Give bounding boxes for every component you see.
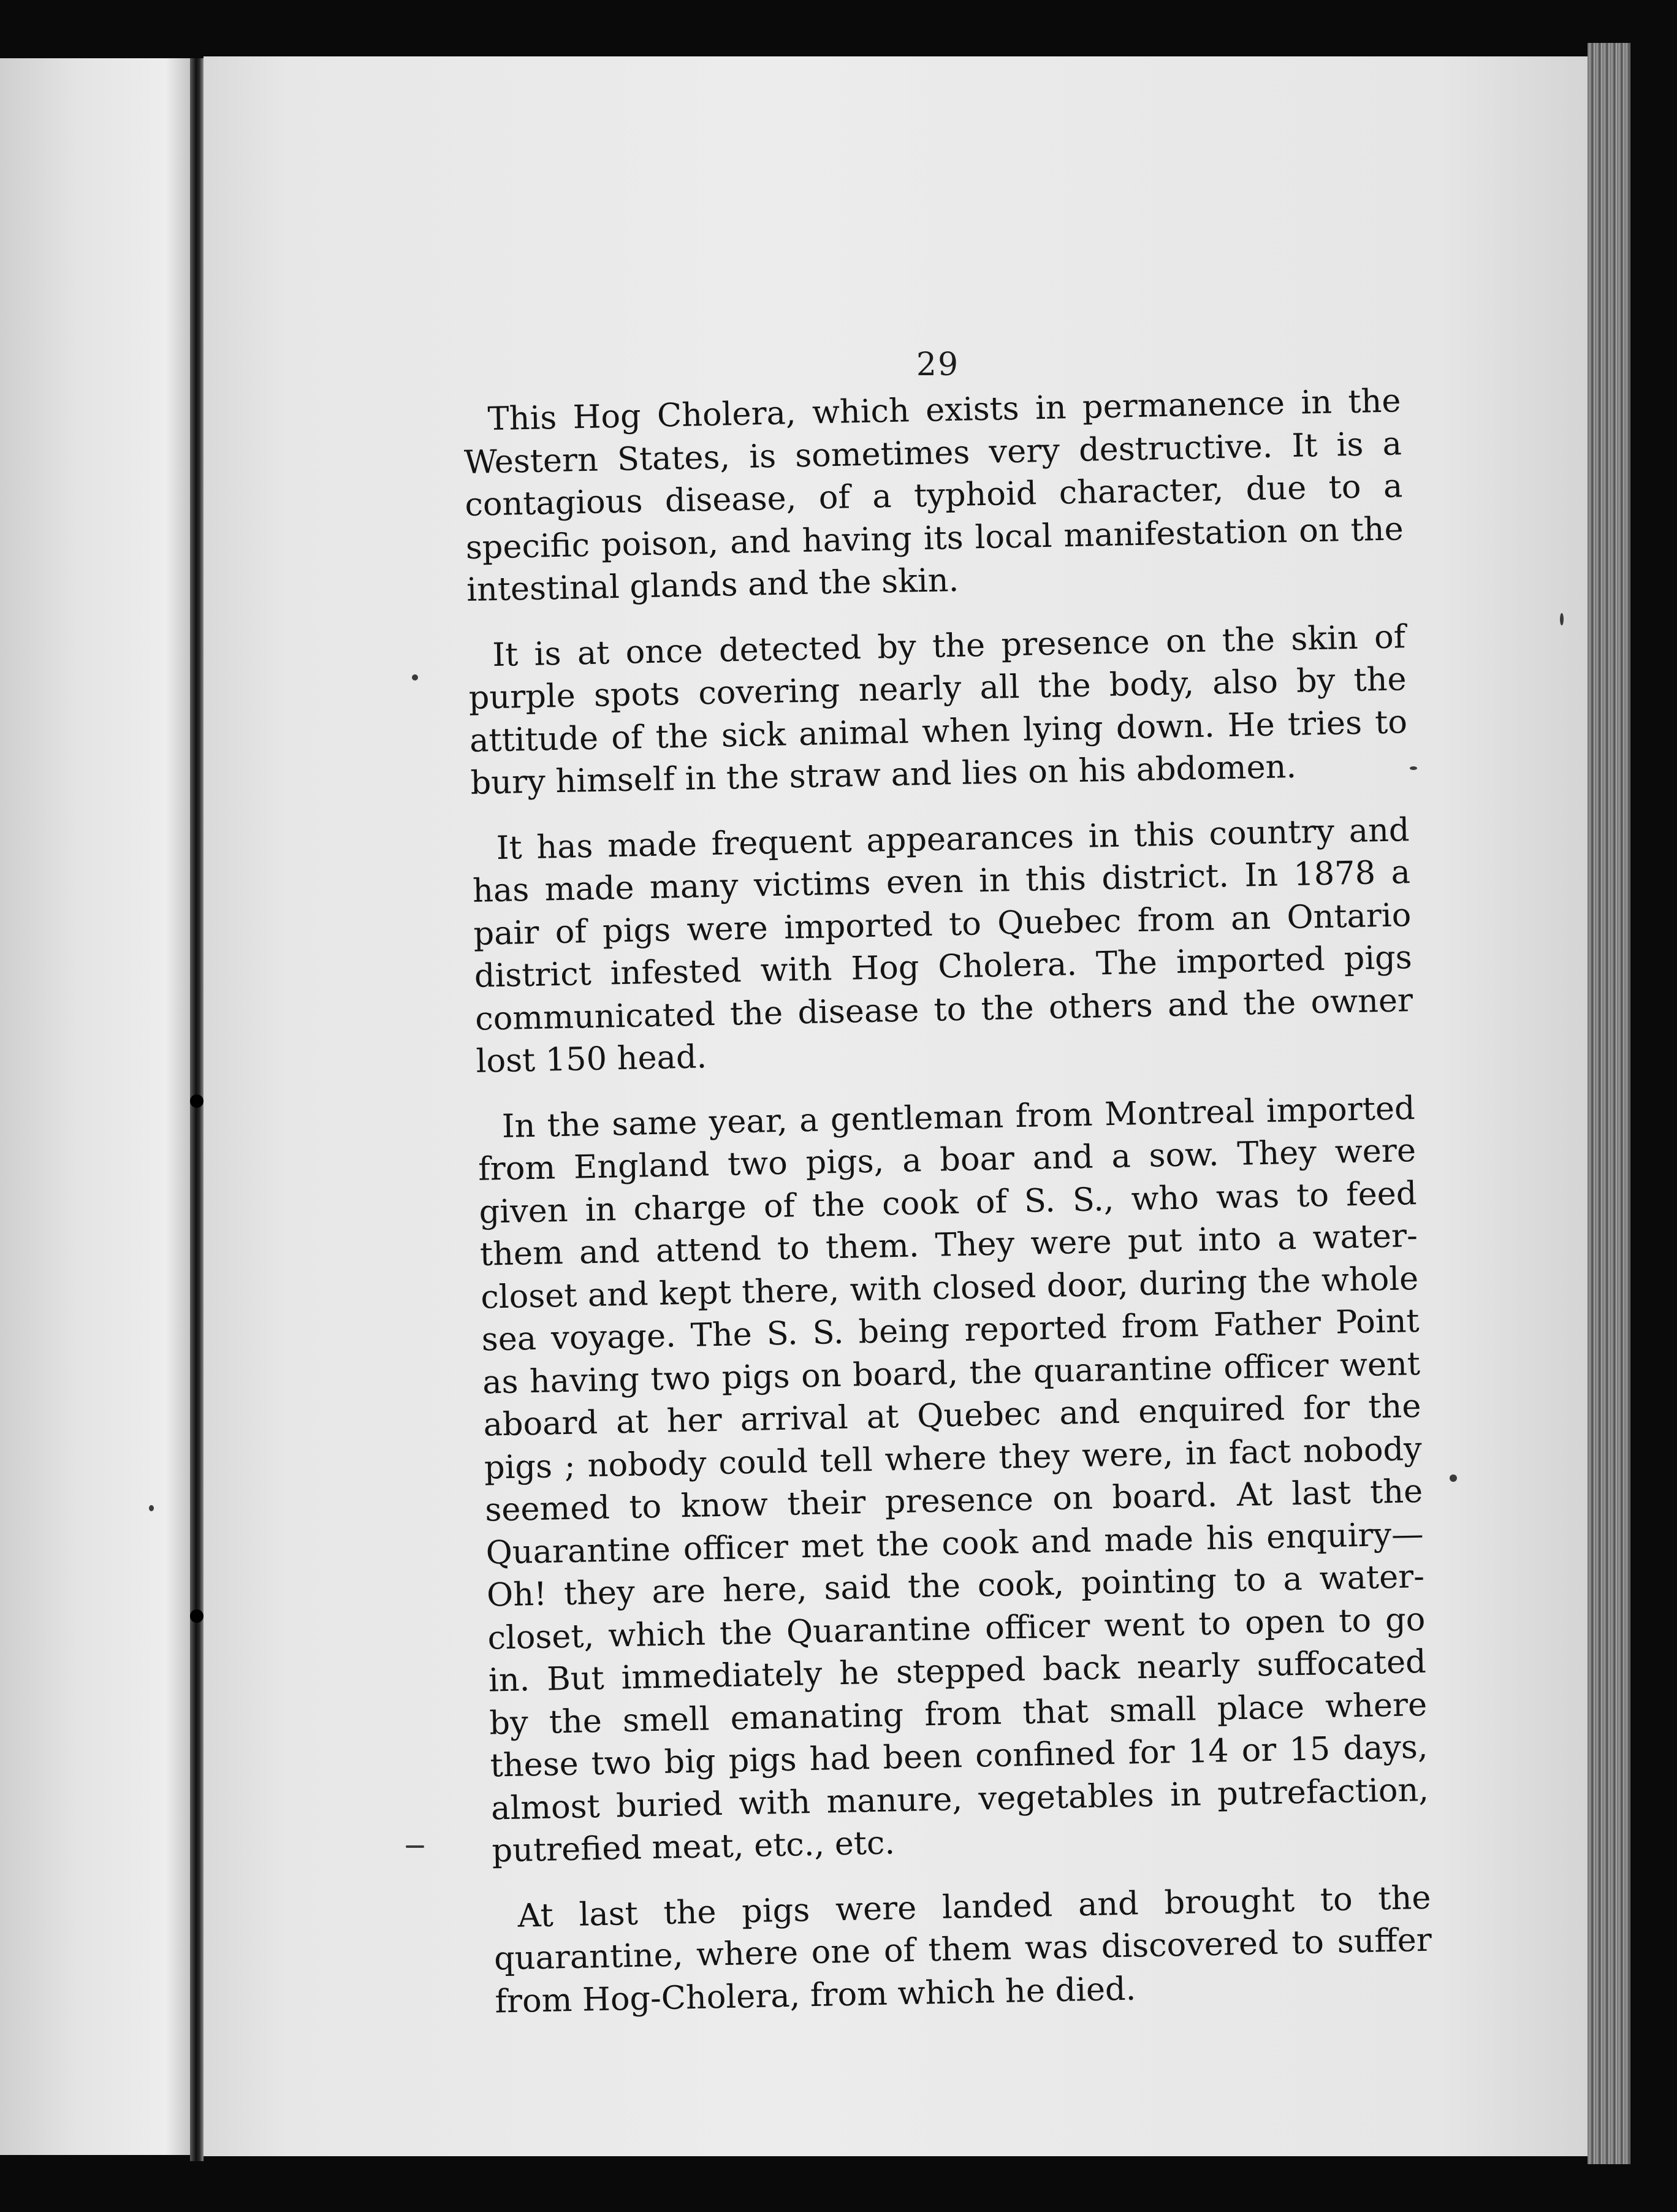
page-number: 29 [916, 346, 960, 383]
paragraph [477, 1087, 1430, 1872]
dust-speck [406, 1845, 424, 1848]
paragraph-text: In the same year, a gentleman from Montreal imported from England two pigs, a boar and a sow. They were given in charge of the cook of S. S., who was to feed them and attend to them. They were put into a water-closet and kept there, with closed door, during the whole sea voyage. The S. S. being reported from Father Point as having two pigs on board, the quarantine officer went aboard at her arrival at Quebec and enquired for the pigs ; nobody could tell where they were, in fact nobody seemed to know their presence on board. At last the Quarantine officer met the cook and made his enquiry—Oh! they are here, said the cook, pointing to a water-closet, which the Quarantine officer went to open to go in. But immediately he stepped back nearly suffocated by the smell emanating from that small place where these two big pigs had been confined for 14 or 15 days, almost buried with manure, vegetables in putrefaction, putrefied meat, etc., etc. [477, 1089, 1429, 1870]
dust-speck [1410, 766, 1417, 770]
dust-speck [412, 674, 418, 681]
paragraph [471, 809, 1414, 1083]
paragraph-text: At last the pigs were landed and brought to the quarantine, where one of them was discovered to suffer from Hog-Cholera, from which he died. [493, 1878, 1432, 2020]
paragraph [468, 616, 1409, 805]
paragraph-text: It is at once detected by the presence on the skin of purple spots covering nearly all the body, also by the attitude of the sick animal when lying down. He tries to bury himself in the straw and lies on his abdomen. [468, 617, 1408, 802]
paragraph-text: This Hog Cholera, which exists in permanence in the Western States, is sometimes very destructive. It is a contagious disease, of a typhoid character, due to a specific poison, and having its local manifestation on the intestinal glands and the skin. [463, 382, 1404, 609]
paragraph [493, 1876, 1433, 2023]
background-border [1630, 0, 1677, 2212]
paragraph-text: It has made frequent appearances in this country and has made many victims even in this district. In 1878 a pair of pigs were imported to Quebec from an Ontario district infested with Hog Cholera. The imported pigs communicated the disease to the others and the owner lost 150 head. [472, 810, 1413, 1080]
binding-mark [190, 1094, 203, 1108]
paragraph [463, 379, 1405, 611]
body-text [463, 379, 1434, 2045]
binding-mark [190, 1609, 203, 1623]
dust-speck [149, 1505, 154, 1511]
dust-speck [1560, 613, 1564, 625]
dust-speck [1450, 1474, 1457, 1482]
